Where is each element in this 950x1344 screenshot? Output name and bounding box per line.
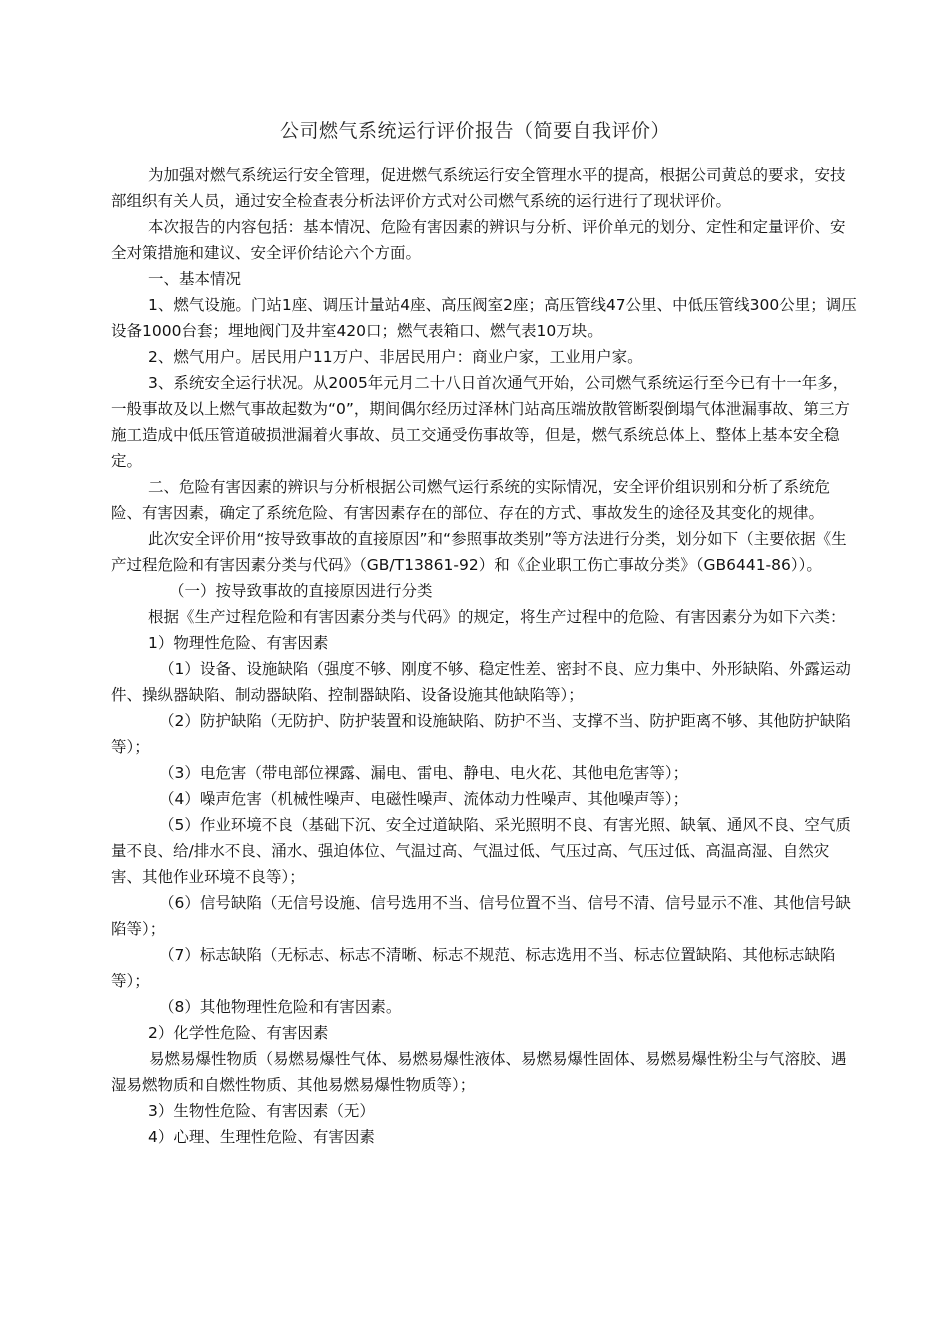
section-heading-hazard-analysis: 二、危险有害因素的辨识与分析根据公司燃气运行系统的实际情况，安全评价组识别和分析了系统危险、有害因素，确定了系统危险、有害因素存在的部位、存在的方式、事故发生的途径及其变化的规律。 [111,478,831,522]
list-heading-physical: 1）物理性危险、有害因素 [148,634,329,652]
document-body [111,162,857,1150]
list-heading-psychological: 4）心理、生理性危险、有害因素 [148,1128,375,1146]
paragraph-flammable-substances: 易燃易爆性物质（易燃易爆性气体、易燃易爆性液体、易燃易爆性固体、易燃易爆性粉尘与气溶胶、遇湿易燃物质和自燃性物质、其他易燃易爆性物质等）； [111,1050,847,1094]
list-item-equipment-defects: （1）设备、设施缺陷（强度不够、刚度不够、稳定性差、密封不良、应力集中、外形缺陷、外露运动件、操纵器缺陷、制动器缺陷、控制器缺陷、设备设施其他缺陷等）； [111,660,851,704]
paragraph-six-categories: 根据《生产过程危险和有害因素分类与代码》的规定，将生产过程中的危险、有害因素分为如下六类： [148,608,846,626]
list-item-noise-hazards: （4）噪声危害（机械性噪声、电磁性噪声、流体动力性噪声、其他噪声等）； [159,790,689,808]
paragraph-classification-method: 此次安全评价用“按导致事故的直接原因”和“参照事故类别”等方法进行分类，划分如下（主要依据《生产过程危险和有害因素分类与代码》（GB/T13861-92）和《企业职工伤亡事故分类》（GB6441-86））。 [111,530,847,574]
subsection-heading-direct-cause: （一）按导致事故的直接原因进行分类 [169,582,433,600]
paragraph-gas-facilities: 1、燃气设施。门站1座、调压计量站4座、高压阀室2座；高压管线47公里、中低压管线300公里；调压设备1000台套；埋地阀门及井室420口；燃气表箱口、燃气表10万块。 [111,296,857,340]
list-heading-chemical: 2）化学性危险、有害因素 [148,1024,329,1042]
section-heading-basic-info: 一、基本情况 [148,270,242,288]
list-item-other-physical: （8）其他物理性危险和有害因素。 [159,998,402,1016]
paragraph-report-contents: 本次报告的内容包括：基本情况、危险有害因素的辨识与分析、评价单元的划分、定性和定量评价、安全对策措施和建议、安全评价结论六个方面。 [111,218,846,262]
list-item-sign-defects: （7）标志缺陷（无标志、标志不清晰、标志不规范、标志选用不当、标志位置缺陷、其他标志缺陷等）； [111,946,836,990]
list-item-protection-defects: （2）防护缺陷（无防护、防护装置和设施缺陷、防护不当、支撑不当、防护距离不够、其他防护缺陷等）； [111,712,851,756]
list-item-electrical-hazards: （3）电危害（带电部位裸露、漏电、雷电、静电、电火花、其他电危害等）； [159,764,689,782]
list-heading-biological: 3）生物性危险、有害因素（无） [148,1102,375,1120]
list-item-signal-defects: （6）信号缺陷（无信号设施、信号选用不当、信号位置不当、信号不清、信号显示不准、其他信号缺陷等）； [111,894,851,938]
list-item-work-environment: （5）作业环境不良（基础下沉、安全过道缺陷、采光照明不良、有害光照、缺氧、通风不良、空气质量不良、给/排水不良、涌水、强迫体位、气温过高、气温过低、气压过高、气压过低、高温高湿、自然灾害、其他作业环境不良等）； [111,816,851,886]
paragraph-safety-status: 3、系统安全运行状况。从2005年元月二十八日首次通气开始，公司燃气系统运行至今已有十一年多，一般事故及以上燃气事故起数为“0”，期间偶尔经历过泽林门站高压端放散管断裂倒塌气体泄漏事故、第三方施工造成中低压管道破损泄漏着火事故、员工交通受伤事故等，但是，燃气系统总体上、整体上基本安全稳定。 [111,374,850,470]
paragraph-gas-users: 2、燃气用户。居民用户11万户、非居民用户：商业户家，工业用户家。 [148,348,643,366]
paragraph-intro: 为加强对燃气系统运行安全管理，促进燃气系统运行安全管理水平的提高，根据公司黄总的要求，安技部组织有关人员，通过安全检查表分析法评价方式对公司燃气系统的运行进行了现状评价。 [111,166,846,210]
document-title: 公司燃气系统运行评价报告（简要自我评价） [279,120,670,142]
